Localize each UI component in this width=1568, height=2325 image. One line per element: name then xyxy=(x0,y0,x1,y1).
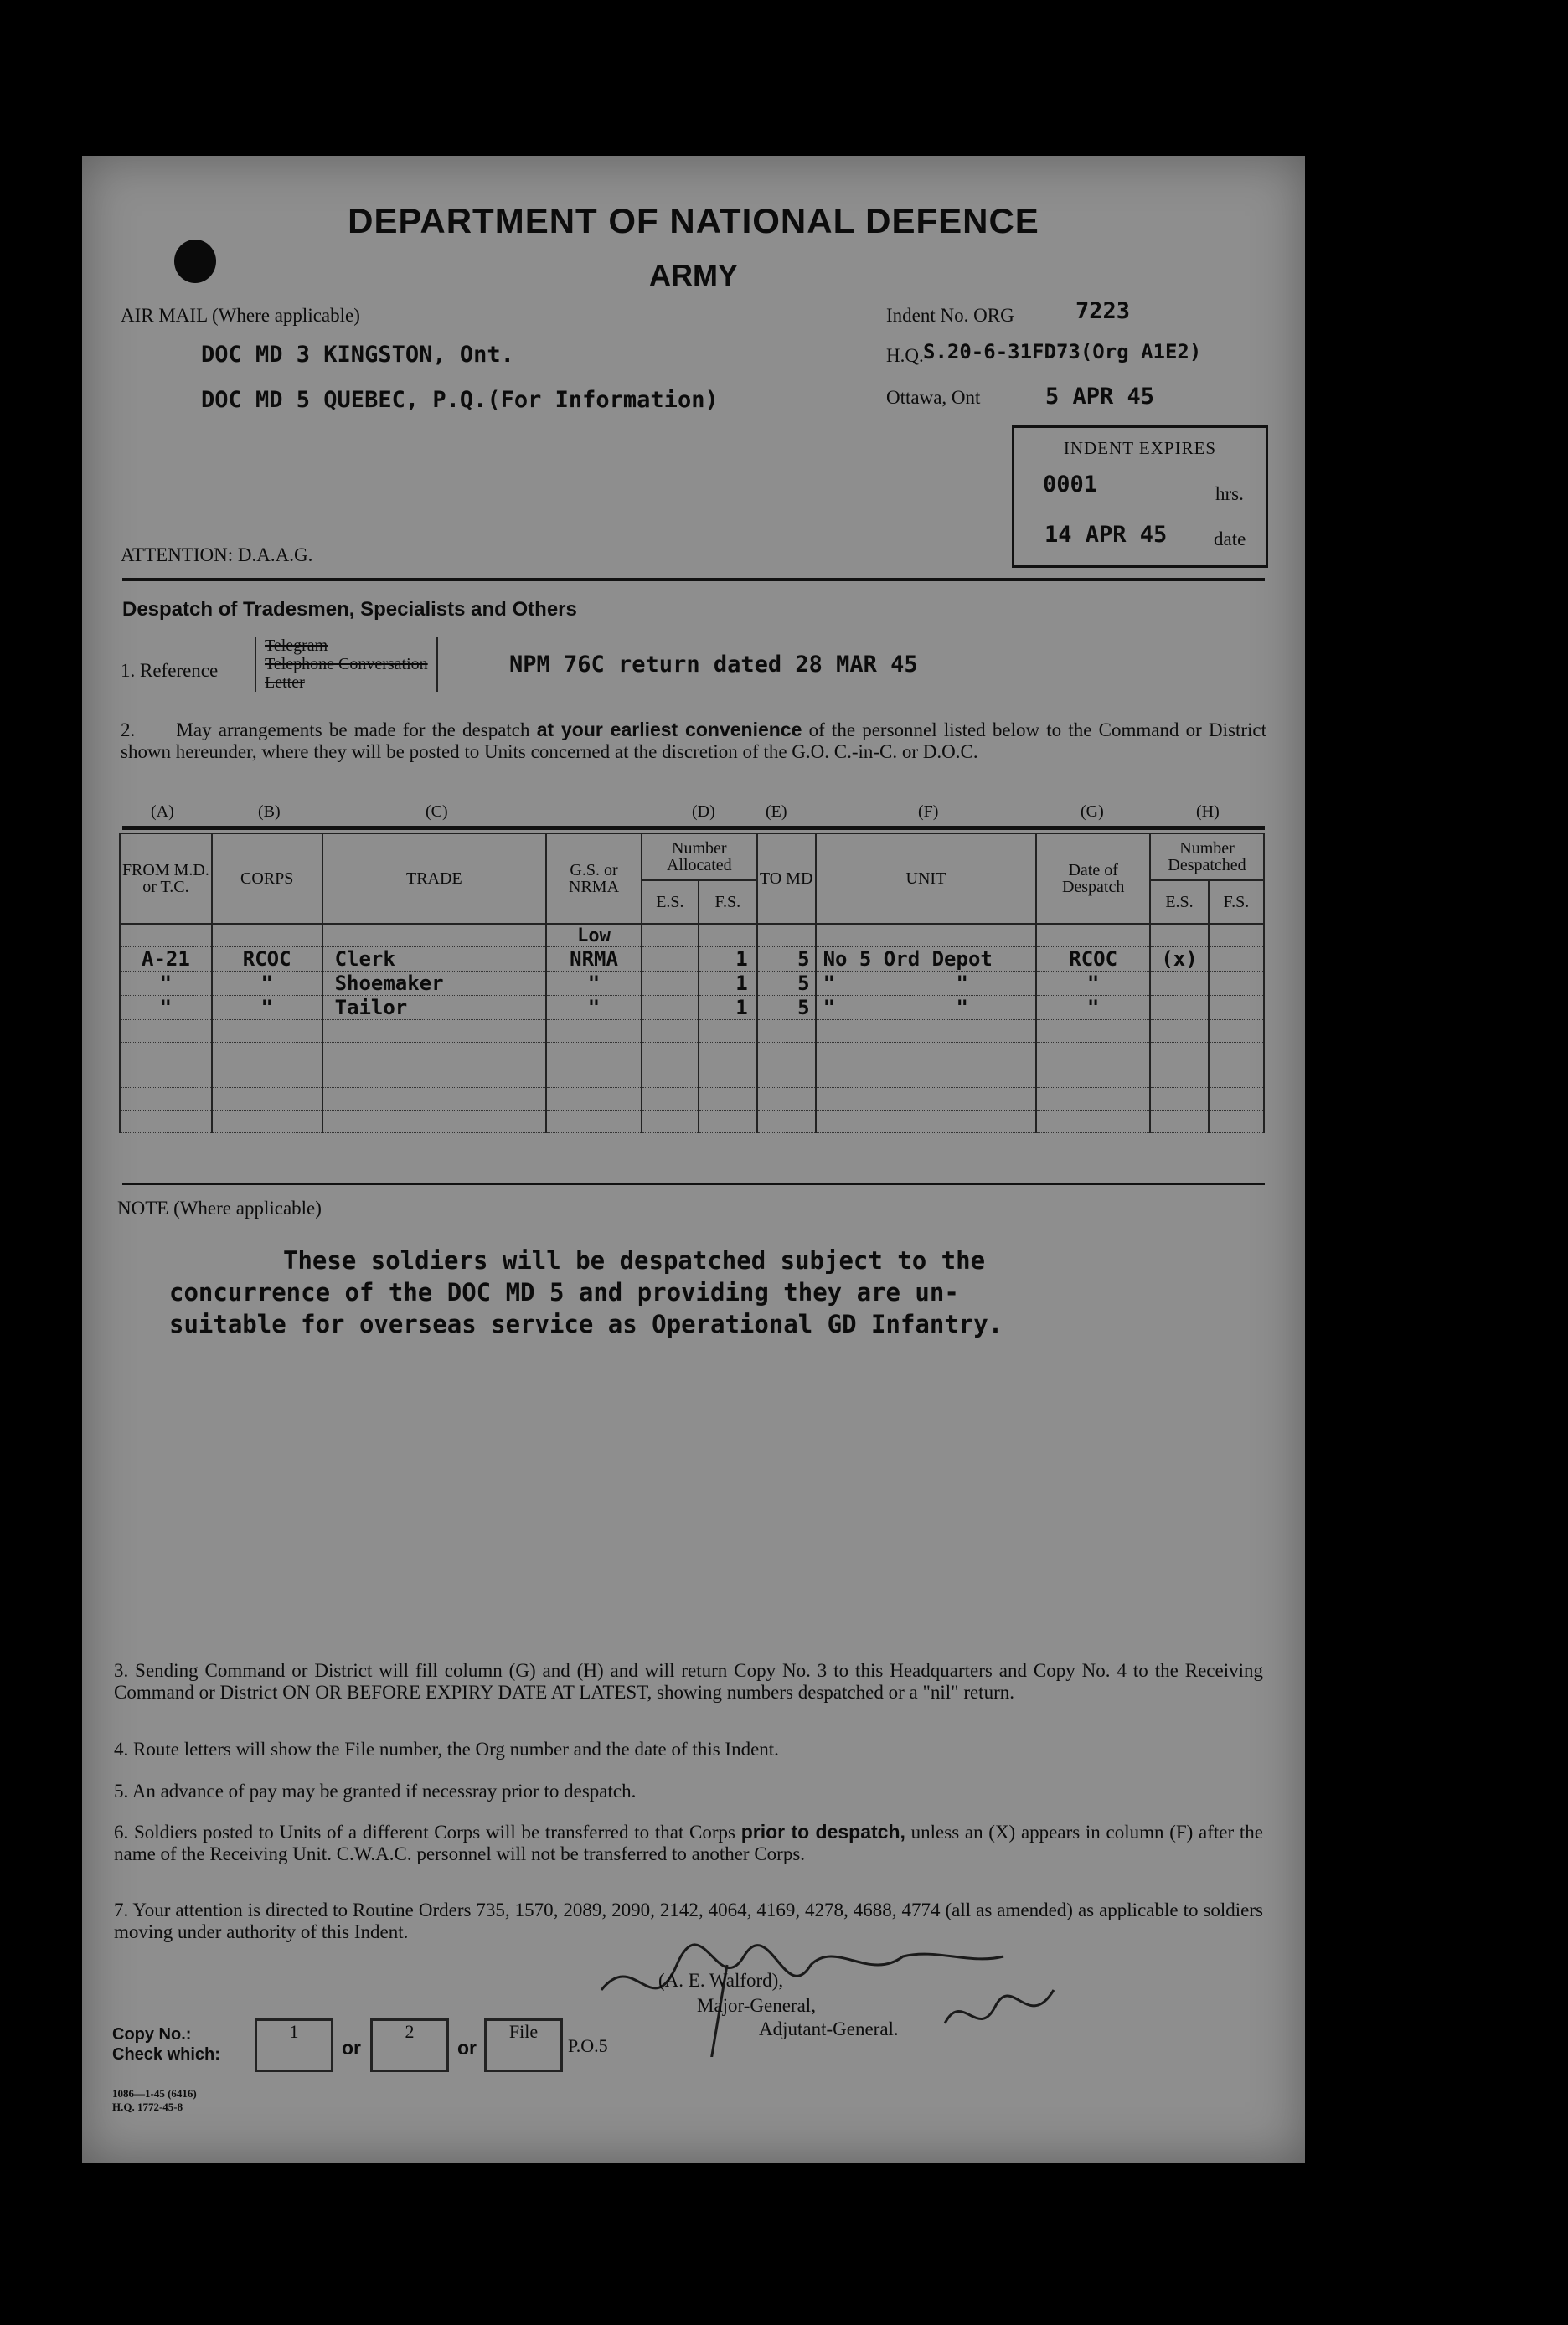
note-line-1: These soldiers will be despatched subject to the xyxy=(283,1246,986,1275)
cell-fs: 1 xyxy=(699,947,757,972)
header-despatched: Number Despatched xyxy=(1150,833,1264,880)
para-6-text-b: unless an (X) appears in column (F) after the name of the Receiving Unit. C.W.A.C. personnel will not be transferred to another Corps. xyxy=(114,1822,1263,1864)
cell-to-md: 5 xyxy=(757,972,816,996)
cell-to-md: 5 xyxy=(757,947,816,972)
col-letter-e: (E) xyxy=(766,802,787,821)
table-top-rule xyxy=(122,826,1265,830)
col-letter-g: (G) xyxy=(1081,802,1104,821)
or-label-2: or xyxy=(457,2037,477,2059)
cell-trade: Shoemaker xyxy=(322,972,547,996)
cell-despatched-fs xyxy=(1209,996,1264,1020)
paragraph-7: 7. Your attention is directed to Routine Orders 735, 1570, 2089, 2090, 2142, 4064, 4169, 4278, 4688, 4774 (all as amended) as applicable to soldiers moving under authority of this Indent. xyxy=(114,1900,1263,1942)
check-which-label: Check which: xyxy=(112,2045,220,2064)
cell-from: " xyxy=(120,996,212,1020)
paragraph-2 xyxy=(121,719,1266,763)
para-2-text-b: of the personnel listed below to the Command or District shown hereunder, where they will be posted to Units concerned at the discretion of the G.O. C.-in-C. or D.O.C. xyxy=(121,719,1266,762)
note-line-2: concurrence of the DOC MD 5 and providing they are un- xyxy=(169,1278,959,1307)
expires-hrs-value: 0001 xyxy=(1043,472,1098,497)
reference-options xyxy=(255,637,438,692)
col-letter-d: (D) xyxy=(692,802,715,821)
header-trade: TRADE xyxy=(322,833,547,924)
header-from: FROM M.D. or T.C. xyxy=(120,833,212,924)
cell-corps: " xyxy=(212,972,322,996)
cell-date: RCOC xyxy=(1036,947,1150,972)
indent-expires-title: INDENT EXPIRES xyxy=(1063,438,1217,458)
table-row xyxy=(120,972,1264,996)
page-subtitle: ARMY xyxy=(649,258,738,292)
col-letter-b: (B) xyxy=(258,802,281,821)
para-2-emphasis: at your earliest convenience xyxy=(536,719,802,740)
footer-line-1: 1086—1-45 (6416) xyxy=(112,2087,197,2100)
addressee-line-2: DOC MD 5 QUEBEC, P.Q.(For Information) xyxy=(201,387,719,413)
indent-no-label: Indent No. ORG xyxy=(886,305,1014,326)
cell-despatched-es xyxy=(1150,996,1209,1020)
section-title: Despatch of Tradesmen, Specialists and Others xyxy=(122,598,577,621)
page-title: DEPARTMENT OF NATIONAL DEFENCE xyxy=(348,201,1039,240)
col-letter-c: (C) xyxy=(426,802,448,821)
cell-fs: 1 xyxy=(699,972,757,996)
cell-despatched-es: (x) xyxy=(1150,947,1209,972)
cell-unit: " " xyxy=(816,996,1037,1020)
reference-label: 1. Reference xyxy=(121,660,219,681)
col-letter-a: (A) xyxy=(151,802,174,821)
cell-trade: Tailor xyxy=(322,996,547,1020)
cell-gs: NRMA xyxy=(546,947,642,972)
cell-despatched-fs xyxy=(1209,972,1264,996)
or-label-1: or xyxy=(342,2037,361,2059)
cell-es xyxy=(642,996,699,1020)
copy-box-1[interactable]: 1 xyxy=(255,2018,333,2072)
paragraph-5: 5. An advance of pay may be granted if necessray prior to despatch. xyxy=(114,1781,637,1802)
cell-corps: RCOC xyxy=(212,947,322,972)
ottawa-date: 5 APR 45 xyxy=(1045,384,1155,410)
header-allocated: Number Allocated xyxy=(642,833,757,880)
hq-file-number: S.20-6-31FD73(Org A1E2) xyxy=(923,340,1202,363)
air-mail-label: AIR MAIL (Where applicable) xyxy=(121,305,360,326)
cell-es xyxy=(642,972,699,996)
note-line-3: suitable for overseas service as Operational GD Infantry. xyxy=(169,1310,1003,1338)
cell-date: " xyxy=(1036,972,1150,996)
cell-to-md: 5 xyxy=(757,996,816,1020)
para-6-text-a: 6. Soldiers posted to Units of a different Corps will be transferred to that Corps xyxy=(114,1822,741,1843)
cell-despatched-fs xyxy=(1209,947,1264,972)
para-2-number: 2. xyxy=(121,719,136,740)
table-row xyxy=(120,947,1264,972)
header-divider xyxy=(122,578,1265,581)
ref-option-telegram: Telegram xyxy=(265,637,328,655)
cell-gs: " xyxy=(546,972,642,996)
expires-hrs-label: hrs. xyxy=(1215,483,1244,504)
ref-option-letter: Letter xyxy=(265,673,305,692)
po-mark: P.O.5 xyxy=(568,2035,608,2056)
cell-gs: " xyxy=(546,996,642,1020)
cell-fs: 1 xyxy=(699,996,757,1020)
addressee-line-1: DOC MD 3 KINGSTON, Ont. xyxy=(201,342,514,368)
paragraph-6 xyxy=(114,1821,1263,1865)
header-to-md: TO MD xyxy=(757,833,816,924)
paragraph-4: 4. Route letters will show the File number, the Org number and the date of this Indent. xyxy=(114,1739,779,1760)
indent-no-value: 7223 xyxy=(1075,298,1131,324)
header-unit: UNIT xyxy=(816,833,1037,924)
signatory-title: Adjutant-General. xyxy=(759,2018,899,2039)
header-allocated-es: E.S. xyxy=(642,880,699,924)
ref-option-telephone: Telephone Conversation xyxy=(265,655,428,673)
footer-line-2: H.Q. 1772-45-8 xyxy=(112,2101,183,2113)
attention-line: ATTENTION: D.A.A.G. xyxy=(121,544,313,565)
expires-date-label: date xyxy=(1214,528,1246,549)
header-allocated-fs: F.S. xyxy=(699,880,757,924)
gs-low-label: Low xyxy=(546,924,642,947)
para-6-emphasis: prior to despatch, xyxy=(740,1821,905,1843)
table-row xyxy=(120,996,1264,1020)
cell-unit: No 5 Ord Depot xyxy=(816,947,1037,972)
col-letter-h: (H) xyxy=(1196,802,1220,821)
signatory-name: (A. E. Walford), xyxy=(658,1970,784,1991)
header-gs-nrma: G.S. or NRMA xyxy=(546,833,642,924)
indent-expires-box xyxy=(1012,425,1268,568)
header-despatched-fs: F.S. xyxy=(1209,880,1264,924)
reference-value: NPM 76C return dated 28 MAR 45 xyxy=(509,652,918,678)
para-2-text-a: May arrangements be made for the despatch xyxy=(176,719,537,740)
cell-despatched-es xyxy=(1150,972,1209,996)
header-corps: CORPS xyxy=(212,833,322,924)
header-date-despatch: Date of Despatch xyxy=(1036,833,1150,924)
expires-date-value: 14 APR 45 xyxy=(1044,522,1168,548)
table-bottom-rule xyxy=(122,1183,1265,1185)
personnel-table xyxy=(119,833,1265,1133)
copy-box-file[interactable]: File xyxy=(484,2018,563,2072)
header-despatched-es: E.S. xyxy=(1150,880,1209,924)
cell-from: A-21 xyxy=(120,947,212,972)
cell-es xyxy=(642,947,699,972)
cell-trade: Clerk xyxy=(322,947,547,972)
cell-date: " xyxy=(1036,996,1150,1020)
cell-unit: " " xyxy=(816,972,1037,996)
copy-box-2[interactable]: 2 xyxy=(370,2018,449,2072)
cell-from: " xyxy=(120,972,212,996)
ottawa-label: Ottawa, Ont xyxy=(886,387,981,408)
note-label: NOTE (Where applicable) xyxy=(117,1198,322,1219)
col-letter-f: (F) xyxy=(918,802,939,821)
copy-no-label: Copy No.: xyxy=(112,2025,192,2044)
hq-label: H.Q. xyxy=(886,345,924,366)
indent-form xyxy=(82,156,1305,2163)
signatory-rank: Major-General, xyxy=(697,1995,816,2016)
paragraph-3: 3. Sending Command or District will fill column (G) and (H) and will return Copy No. 3 to this Headquarters and Copy No. 4 to the Receiving Command or District ON OR BEFORE EXPIRY DATE AT LATEST, showing numbers despatched or a "nil" return. xyxy=(114,1660,1263,1703)
cell-corps: " xyxy=(212,996,322,1020)
